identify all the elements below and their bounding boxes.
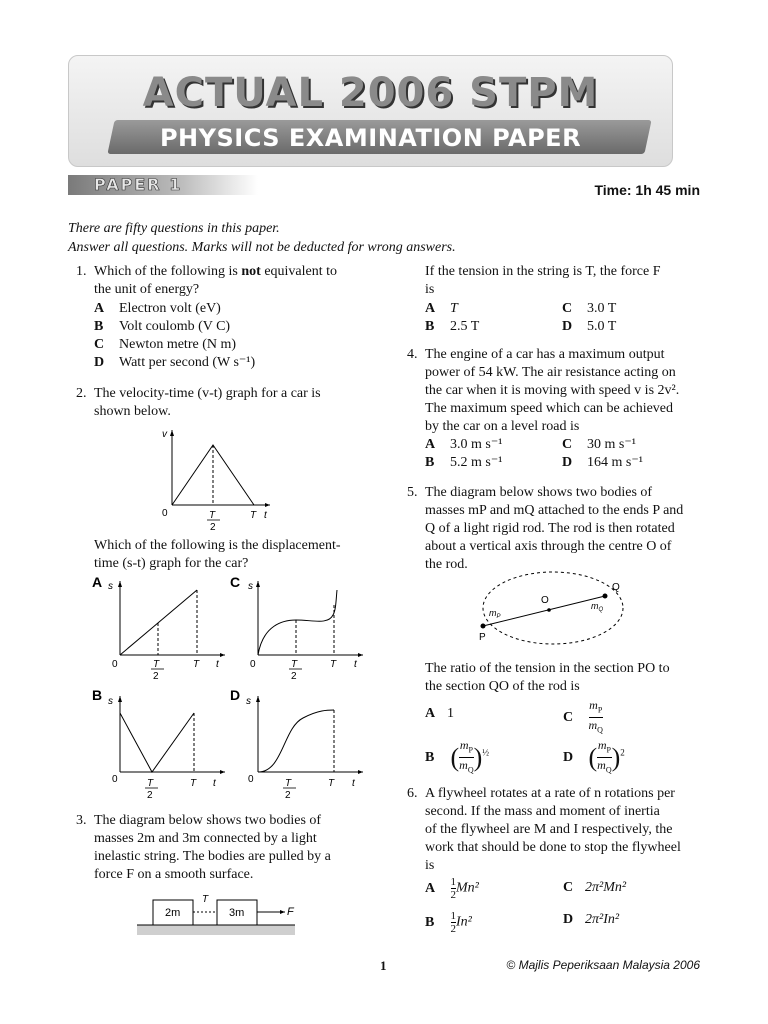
svg-text:T: T: [190, 778, 197, 789]
question-5: [407, 484, 707, 576]
svg-text:T: T: [193, 659, 200, 670]
svg-text:t: t: [216, 659, 219, 670]
question-number: 5.: [407, 485, 418, 500]
end-label-q: Q: [612, 582, 620, 593]
paper-label: PAPER 1: [94, 175, 183, 194]
option-a: A Electron volt (eV): [94, 301, 221, 316]
question-text: Which of the following is not equivalent to: [94, 264, 338, 279]
question-text: about a vertical axis through the centre O of: [425, 539, 672, 554]
svg-text:2: 2: [147, 790, 153, 801]
question-text: masses 2m and 3m connected by a light: [94, 831, 317, 846]
svg-text:A: A: [92, 575, 103, 590]
svg-text:t: t: [352, 778, 355, 789]
copyright: © Majlis Peperiksaan Malaysia 2006: [506, 958, 700, 972]
svg-text:T: T: [328, 778, 335, 789]
instruction-line-2: Answer all questions. Marks will not be deducted for wrong answers.: [68, 240, 456, 255]
title-banner: [68, 55, 673, 167]
svg-text:0: 0: [248, 774, 254, 785]
option-b: B ($m_P$ $m_Q$ )$^{\frac{1}{2}}$: [425, 738, 489, 778]
question-number: 3.: [76, 813, 87, 828]
svg-text:3m: 3m: [229, 907, 245, 919]
question-number: 2.: [76, 386, 87, 401]
question-text: The diagram below shows two bodies of: [94, 813, 322, 828]
question-text: Q of a light rigid rod. The rod is then rotated: [425, 521, 675, 536]
question-3: [76, 812, 376, 892]
option-b: B 2.5 T: [425, 319, 480, 334]
origin-label: 0: [162, 508, 168, 519]
question-text: The engine of a car has a maximum output: [425, 347, 665, 362]
option-a: A 3.0 m s⁻¹: [425, 437, 503, 452]
option-a: A T: [425, 301, 458, 316]
rotating-rod-diagram: [475, 568, 635, 650]
svg-text:2m: 2m: [165, 907, 181, 919]
instructions: [68, 219, 456, 257]
option-d: D 2π²In²: [563, 912, 620, 927]
option-d: D Watt per second (W s⁻¹): [94, 355, 256, 370]
question-5-stem: [425, 660, 715, 700]
option-c: C $m_P$ $m_Q$: [563, 698, 603, 738]
option-c: C 30 m s⁻¹: [562, 437, 636, 452]
axis-label-v: v: [162, 429, 167, 440]
two-bodies-diagram: [135, 892, 305, 938]
option-c: C 2π²Mn²: [563, 880, 627, 895]
svg-text:s: s: [108, 581, 113, 592]
question-text: time (s-t) graph for the car?: [94, 556, 249, 571]
question-1: [76, 263, 376, 373]
question-text: is: [425, 858, 435, 873]
question-2-stem: [94, 537, 384, 577]
graph-option-b: [90, 688, 230, 803]
svg-text:D: D: [230, 688, 241, 703]
svg-text:0: 0: [250, 659, 256, 670]
option-c: C 3.0 T: [562, 301, 617, 316]
svg-text:T: T: [285, 778, 292, 789]
question-text: work that should be done to stop the flywheel: [425, 840, 681, 855]
graph-option-a: [90, 575, 230, 685]
graph-option-c: [228, 575, 368, 685]
question-text: the car when it is moving with speed v is 2v².: [425, 383, 680, 398]
question-text: the unit of energy?: [94, 282, 200, 297]
option-b: B 5.2 m s⁻¹: [425, 455, 503, 470]
option-d: D 164 m s⁻¹: [562, 455, 643, 470]
centre-label-o: O: [541, 595, 549, 606]
svg-text:mP: $m_P$: [489, 608, 501, 620]
graph-option-d: [228, 688, 368, 803]
question-text: is: [425, 282, 435, 297]
svg-text:s: s: [246, 696, 251, 707]
svg-text:2: 2: [291, 671, 297, 682]
question-text: the section QO of the rod is: [425, 679, 580, 694]
question-2: [76, 385, 376, 425]
question-text: The ratio of the tension in the section PO to: [425, 661, 670, 676]
option-d: D ($m_P$ $m_Q$ )$^2$: [563, 738, 625, 778]
svg-text:t: t: [354, 659, 357, 670]
option-a: A 1 2 Mn²: [425, 876, 479, 901]
svg-text:2: 2: [210, 522, 216, 533]
paper-badge: [68, 175, 258, 195]
svg-text:T: T: [202, 894, 209, 905]
svg-text:T: T: [330, 659, 337, 670]
svg-text:2: 2: [285, 790, 291, 801]
svg-text:T: T: [291, 659, 298, 670]
question-text: by the car on a level road is: [425, 419, 580, 434]
question-text: The diagram below shows two bodies of: [425, 485, 653, 500]
exam-subtitle: PHYSICS EXAMINATION PAPER: [159, 124, 582, 152]
question-6: [407, 785, 707, 877]
svg-text:F: F: [287, 906, 294, 918]
svg-text:T: T: [250, 510, 257, 521]
question-text: inelastic string. The bodies are pulled by a: [94, 849, 331, 864]
question-text: of the flywheel are M and I respectively, the: [425, 822, 673, 837]
instruction-line-1: There are fifty questions in this paper.: [68, 221, 280, 236]
svg-text:0: 0: [112, 774, 118, 785]
velocity-time-graph: [150, 425, 280, 535]
svg-text:T: T: [147, 778, 154, 789]
question-number: 6.: [407, 786, 418, 801]
question-text: second. If the mass and moment of inertia: [425, 804, 660, 819]
question-text: A flywheel rotates at a rate of n rotations per: [425, 786, 675, 801]
svg-text:C: C: [230, 575, 241, 590]
svg-text:t: t: [213, 778, 216, 789]
question-number: 4.: [407, 347, 418, 362]
svg-text:s: s: [108, 696, 113, 707]
option-d: D 5.0 T: [562, 319, 617, 334]
question-text: shown below.: [94, 404, 171, 419]
svg-text:t: t: [264, 510, 267, 521]
option-c: C Newton metre (N m): [94, 337, 237, 352]
question-text: If the tension in the string is T, the force F: [425, 264, 661, 279]
svg-text:s: s: [248, 581, 253, 592]
option-a: A 1: [425, 706, 454, 721]
option-b: B 1 2 In²: [425, 910, 472, 935]
question-text: The velocity-time (v-t) graph for a car is: [94, 386, 321, 401]
question-3-continued: [425, 263, 705, 338]
question-text: power of 54 kW. The air resistance acting on: [425, 365, 676, 380]
svg-text:mQ: $m_Q$: [591, 601, 604, 613]
option-b: B Volt coulomb (V C): [94, 319, 231, 334]
svg-text:0: 0: [112, 659, 118, 670]
end-label-p: P: [479, 632, 486, 643]
svg-text:B: B: [92, 688, 103, 703]
question-text: The maximum speed which can be achieved: [425, 401, 674, 416]
exam-title: ACTUAL 2006 STPM: [142, 70, 599, 116]
question-text: the rod.: [425, 557, 468, 572]
time-allowed: Time: 1h 45 min: [594, 182, 700, 198]
svg-text:T: T: [209, 510, 216, 521]
question-text: force F on a smooth surface.: [94, 867, 254, 882]
svg-text:2: 2: [153, 671, 159, 682]
question-text: Which of the following is the displacement-: [94, 538, 341, 553]
page-number: 1: [380, 958, 387, 973]
question-4: [407, 346, 707, 476]
question-text: masses mP and mQ attached to the ends P and: [425, 503, 684, 518]
question-number: 1.: [76, 264, 87, 279]
svg-text:T: T: [153, 659, 160, 670]
